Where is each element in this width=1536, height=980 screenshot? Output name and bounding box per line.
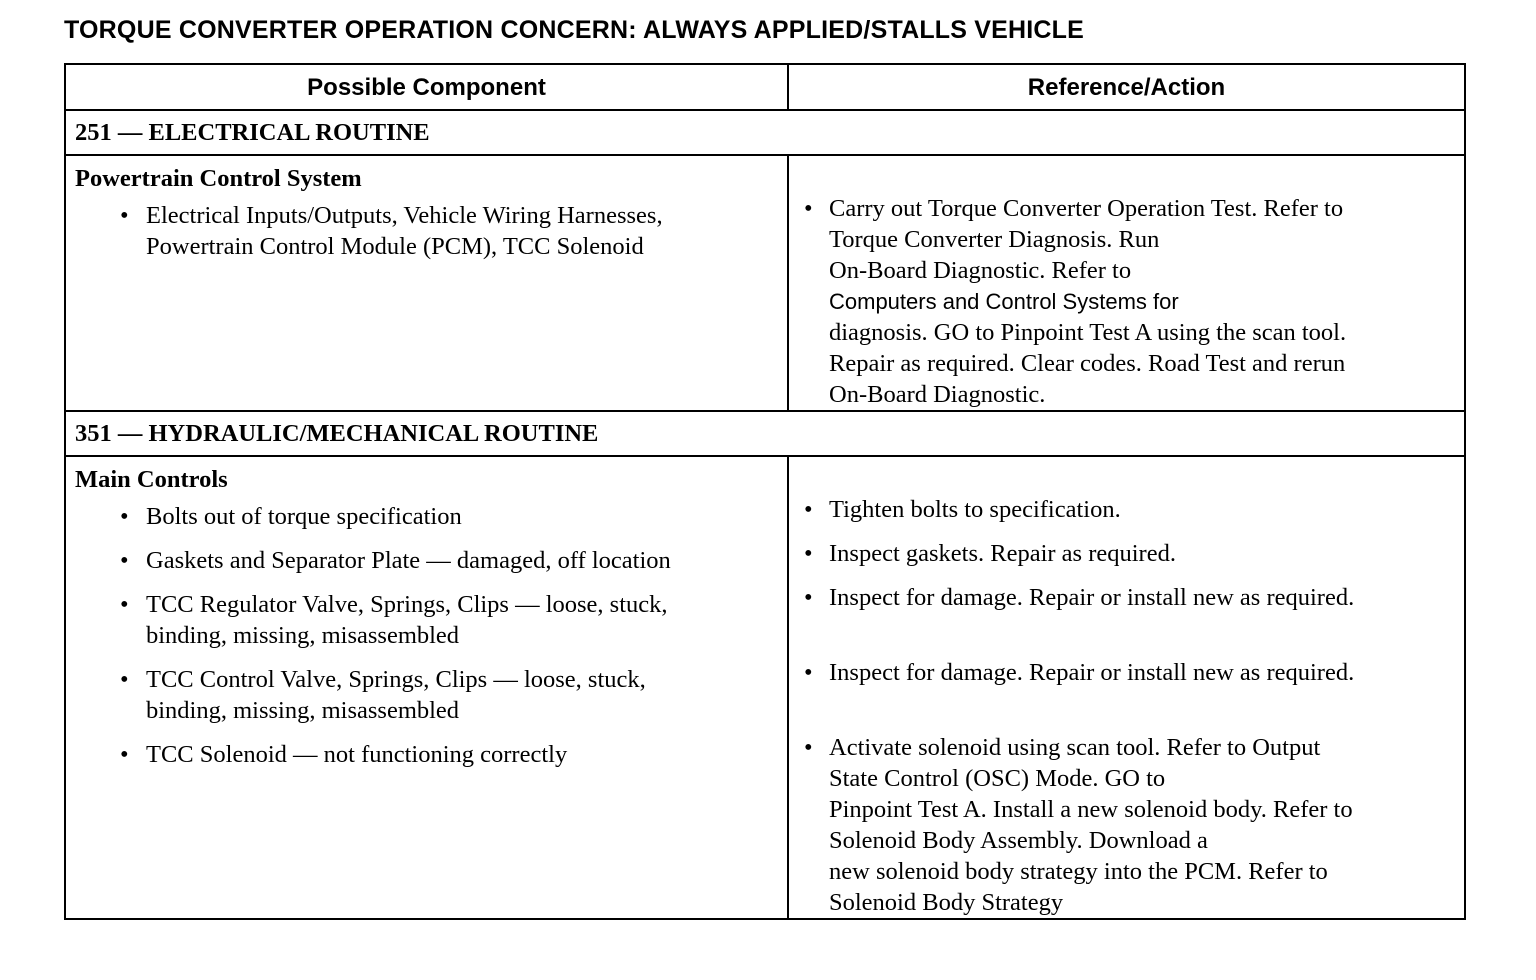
table-header-row <box>65 64 1465 110</box>
list-item: • Tighten bolts to specification. <box>789 494 1464 525</box>
list-item: • Carry out Torque Converter Operation Test. Refer to Torque Converter Diagnosis. Run On-Board Diagnostic. Refer to Computers and Control Systems for diagnosis. GO to Pinpoint Test A using the scan tool. Repair as required. Clear codes. Road Test and rerun On-Board Diagnostic. <box>789 193 1464 410</box>
table-row <box>65 456 1465 919</box>
group-title: Main Controls <box>75 466 228 493</box>
list-item: • Bolts out of torque specification <box>66 501 787 532</box>
list-item: • Activate solenoid using scan tool. Refer to Output State Control (OSC) Mode. GO to Pinpoint Test A. Install a new solenoid body. Refer to Solenoid Body Assembly. Download a new solenoid body strategy into the PCM. Refer to Solenoid Body Strategy <box>789 732 1464 918</box>
routine-row-electrical <box>65 110 1465 155</box>
diagnosis-table <box>64 63 1466 920</box>
page-title: TORQUE CONVERTER OPERATION CONCERN: ALWAYS APPLIED/STALLS VEHICLE <box>64 16 1085 44</box>
table-row <box>65 155 1465 411</box>
routine-heading: 251 — ELECTRICAL ROUTINE <box>65 110 1465 155</box>
group-title: Powertrain Control System <box>75 165 362 192</box>
list-item: • Gaskets and Separator Plate — damaged, off location <box>66 545 787 576</box>
list-item: • TCC Solenoid — not functioning correctly <box>66 739 787 770</box>
component-cell <box>65 456 788 919</box>
list-item: • Inspect for damage. Repair or install new as required. <box>789 657 1464 719</box>
list-item: • Electrical Inputs/Outputs, Vehicle Wiring Harnesses, Powertrain Control Module (PCM), TCC Solenoid <box>66 200 787 262</box>
column-header-action: Reference/Action <box>788 64 1465 110</box>
list-item: • TCC Control Valve, Springs, Clips — loose, stuck, binding, missing, misassembled <box>66 664 787 726</box>
column-header-component: Possible Component <box>65 64 788 110</box>
list-item: • TCC Regulator Valve, Springs, Clips — loose, stuck, binding, missing, misassembled <box>66 589 787 651</box>
routine-row-hydraulic <box>65 411 1465 456</box>
action-cell <box>788 155 1465 411</box>
action-cell <box>788 456 1465 919</box>
list-item: • Inspect for damage. Repair or install new as required. <box>789 582 1464 644</box>
routine-heading: 351 — HYDRAULIC/MECHANICAL ROUTINE <box>65 411 1465 456</box>
list-item: • Inspect gaskets. Repair as required. <box>789 538 1464 569</box>
component-cell <box>65 155 788 411</box>
